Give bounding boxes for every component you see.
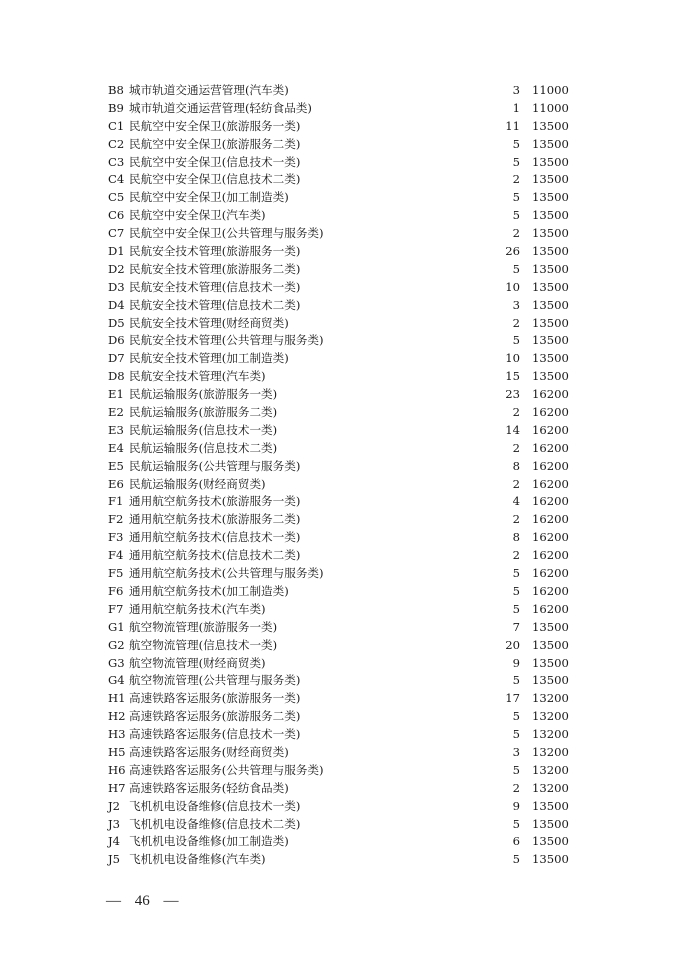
tuition-fee: 16200 [532,405,569,420]
enrollment-count: 10 [505,279,520,294]
enrollment-count: 2 [512,226,520,241]
program-code: F2 [108,512,124,527]
program-name: 民航空中安全保卫(旅游服务一类) [129,118,301,133]
program-code: D8 [108,369,125,384]
enrollment-count: 5 [512,583,520,598]
program-name: 高速铁路客运服务(公共管理与服务类) [129,762,324,777]
list-row [0,547,680,565]
enrollment-count: 17 [505,691,520,706]
enrollment-count: 3 [512,297,520,312]
list-row [0,493,680,511]
tuition-fee: 13500 [532,226,569,241]
list-row [0,207,680,225]
program-code: F5 [108,566,124,581]
program-name: 通用航空航务技术(信息技术一类) [129,530,301,545]
tuition-fee: 13500 [532,297,569,312]
list-row [0,189,680,207]
enrollment-count: 23 [505,387,520,402]
program-code: E3 [108,422,124,437]
program-code: D3 [108,279,125,294]
enrollment-count: 5 [512,762,520,777]
list-row [0,315,680,333]
list-row [0,690,680,708]
enrollment-count: 11 [505,118,520,133]
program-name: 民航运输服务(公共管理与服务类) [129,458,301,473]
enrollment-count: 14 [505,422,520,437]
enrollment-count: 9 [512,798,520,813]
program-code: F1 [108,494,124,509]
enrollment-count: 15 [505,369,520,384]
program-name: 飞机机电设备维修(加工制造类) [129,834,289,849]
list-row [0,708,680,726]
list-row [0,404,680,422]
program-name: 飞机机电设备维修(信息技术二类) [129,816,301,831]
enrollment-count: 2 [512,405,520,420]
tuition-fee: 13500 [532,655,569,670]
program-name: 高速铁路客运服务(信息技术一类) [129,727,301,742]
list-row [0,368,680,386]
program-list [0,82,680,869]
tuition-fee: 11000 [532,100,569,115]
program-name: 民航空中安全保卫(加工制造类) [129,190,289,205]
program-name: 高速铁路客运服务(财经商贸类) [129,744,289,759]
enrollment-count: 5 [512,566,520,581]
program-code: D2 [108,261,125,276]
tuition-fee: 13500 [532,279,569,294]
tuition-fee: 16200 [532,494,569,509]
list-row [0,350,680,368]
enrollment-count: 2 [512,548,520,563]
tuition-fee: 13500 [532,619,569,634]
tuition-fee: 16200 [532,548,569,563]
program-code: E6 [108,476,124,491]
program-name: 飞机机电设备维修(信息技术一类) [129,798,301,813]
enrollment-count: 5 [512,673,520,688]
list-row [0,816,680,834]
tuition-fee: 16200 [532,583,569,598]
enrollment-count: 8 [512,458,520,473]
tuition-fee: 13500 [532,208,569,223]
list-row [0,82,680,100]
program-name: 民航安全技术管理(信息技术二类) [129,297,301,312]
program-code: J4 [108,834,121,849]
program-name: 民航运输服务(信息技术一类) [129,422,278,437]
program-code: H2 [108,709,126,724]
program-code: H3 [108,727,126,742]
program-name: 民航运输服务(旅游服务二类) [129,405,278,420]
list-row [0,171,680,189]
tuition-fee: 11000 [532,83,569,97]
enrollment-count: 10 [505,351,520,366]
tuition-fee: 13200 [532,709,569,724]
program-name: 航空物流管理(信息技术一类) [129,637,278,652]
tuition-fee: 16200 [532,601,569,616]
enrollment-count: 26 [505,244,520,259]
enrollment-count: 2 [512,512,520,527]
program-name: 高速铁路客运服务(轻纺食品类) [129,780,289,795]
program-code: F6 [108,583,124,598]
tuition-fee: 13500 [532,351,569,366]
tuition-fee: 13500 [532,798,569,813]
list-row [0,440,680,458]
program-code: G4 [108,673,125,688]
list-row [0,798,680,816]
program-code: F7 [108,601,124,616]
tuition-fee: 13200 [532,780,569,795]
list-row [0,243,680,261]
list-row [0,565,680,583]
tuition-fee: 13500 [532,834,569,849]
program-code: H1 [108,691,126,706]
tuition-fee: 13500 [532,154,569,169]
enrollment-count: 2 [512,476,520,491]
enrollment-count: 2 [512,780,520,795]
program-name: 民航空中安全保卫(旅游服务二类) [129,136,301,151]
program-code: H6 [108,762,126,777]
tuition-fee: 13500 [532,118,569,133]
enrollment-count: 5 [512,816,520,831]
program-name: 民航安全技术管理(加工制造类) [129,351,289,366]
enrollment-count: 5 [512,208,520,223]
program-name: 民航安全技术管理(信息技术一类) [129,279,301,294]
program-code: D1 [108,244,125,259]
program-code: E1 [108,387,124,402]
list-row [0,655,680,673]
list-row [0,476,680,494]
enrollment-count: 8 [512,530,520,545]
program-name: 民航安全技术管理(汽车类) [129,369,266,384]
tuition-fee: 13200 [532,691,569,706]
enrollment-count: 5 [512,136,520,151]
tuition-fee: 16200 [532,440,569,455]
program-name: 民航运输服务(财经商贸类) [129,476,266,491]
list-row [0,601,680,619]
list-row [0,386,680,404]
tuition-fee: 13500 [532,369,569,384]
enrollment-count: 5 [512,154,520,169]
list-row [0,672,680,690]
list-row [0,637,680,655]
program-name: 航空物流管理(财经商贸类) [129,655,266,670]
tuition-fee: 13500 [532,244,569,259]
program-code: J5 [108,852,121,867]
program-code: C2 [108,136,125,151]
tuition-fee: 13200 [532,727,569,742]
list-row [0,619,680,637]
program-code: C5 [108,190,125,205]
list-row [0,458,680,476]
program-name: 民航安全技术管理(公共管理与服务类) [129,333,324,348]
tuition-fee: 16200 [532,422,569,437]
program-code: F3 [108,530,124,545]
enrollment-count: 5 [512,261,520,276]
enrollment-count: 2 [512,315,520,330]
program-name: 民航安全技术管理(财经商贸类) [129,315,289,330]
list-row [0,332,680,350]
enrollment-count: 3 [512,83,520,97]
program-code: E4 [108,440,124,455]
enrollment-count: 1 [512,100,520,115]
program-name: 高速铁路客运服务(旅游服务一类) [129,691,301,706]
tuition-fee: 13500 [532,333,569,348]
program-code: J3 [108,816,121,831]
page-number: 46 [134,893,150,909]
enrollment-count: 20 [505,637,520,652]
program-code: C1 [108,118,125,133]
enrollment-count: 5 [512,709,520,724]
list-row [0,225,680,243]
program-code: G3 [108,655,125,670]
tuition-fee: 16200 [532,530,569,545]
program-name: 民航空中安全保卫(信息技术一类) [129,154,301,169]
program-name: 民航运输服务(旅游服务一类) [129,387,278,402]
program-code: C3 [108,154,125,169]
tuition-fee: 13500 [532,852,569,867]
enrollment-count: 5 [512,601,520,616]
program-code: H7 [108,780,126,795]
program-name: 城市轨道交通运营管理(轻纺食品类) [129,100,312,115]
enrollment-count: 5 [512,333,520,348]
list-row [0,279,680,297]
tuition-fee: 16200 [532,458,569,473]
program-name: 高速铁路客运服务(旅游服务二类) [129,709,301,724]
program-name: 通用航空航务技术(加工制造类) [129,583,289,598]
footer-dash-left: — [106,893,121,909]
tuition-fee: 13500 [532,172,569,187]
program-code: B9 [108,100,124,115]
enrollment-count: 5 [512,727,520,742]
program-name: 航空物流管理(公共管理与服务类) [129,673,301,688]
list-row [0,422,680,440]
enrollment-count: 5 [512,852,520,867]
program-name: 民航空中安全保卫(公共管理与服务类) [129,226,324,241]
program-name: 通用航空航务技术(公共管理与服务类) [129,566,324,581]
list-row [0,726,680,744]
program-code: B8 [108,83,124,97]
tuition-fee: 13500 [532,673,569,688]
list-row [0,100,680,118]
list-row [0,833,680,851]
tuition-fee: 13500 [532,136,569,151]
list-row [0,529,680,547]
list-row [0,118,680,136]
program-code: D5 [108,315,125,330]
program-name: 民航运输服务(信息技术二类) [129,440,278,455]
program-name: 民航安全技术管理(旅游服务一类) [129,244,301,259]
tuition-fee: 16200 [532,512,569,527]
tuition-fee: 13500 [532,190,569,205]
tuition-fee: 13200 [532,762,569,777]
list-row [0,762,680,780]
program-code: D4 [108,297,125,312]
tuition-fee: 16200 [532,476,569,491]
list-row [0,583,680,601]
enrollment-count: 2 [512,172,520,187]
enrollment-count: 4 [512,494,520,509]
list-row [0,851,680,869]
tuition-fee: 13500 [532,637,569,652]
tuition-fee: 13500 [532,816,569,831]
program-name: 通用航空航务技术(汽车类) [129,601,266,616]
enrollment-count: 3 [512,744,520,759]
program-code: G2 [108,637,125,652]
enrollment-count: 9 [512,655,520,670]
list-row [0,261,680,279]
program-name: 飞机机电设备维修(汽车类) [129,852,266,867]
program-code: C7 [108,226,125,241]
enrollment-count: 6 [512,834,520,849]
footer-dash-right: — [163,893,179,909]
list-row [0,136,680,154]
program-code: E2 [108,405,124,420]
program-name: 城市轨道交通运营管理(汽车类) [129,83,289,97]
program-name: 民航空中安全保卫(信息技术二类) [129,172,301,187]
program-code: F4 [108,548,124,563]
program-code: D6 [108,333,125,348]
tuition-fee: 13200 [532,744,569,759]
list-row [0,780,680,798]
enrollment-count: 7 [512,619,520,634]
enrollment-count: 5 [512,190,520,205]
list-row [0,154,680,172]
tuition-fee: 16200 [532,566,569,581]
program-name: 通用航空航务技术(旅游服务二类) [129,512,301,527]
program-name: 民航空中安全保卫(汽车类) [129,208,266,223]
list-row [0,511,680,529]
program-code: H5 [108,744,126,759]
program-code: J2 [108,798,121,813]
tuition-fee: 13500 [532,315,569,330]
list-row [0,744,680,762]
program-name: 通用航空航务技术(旅游服务一类) [129,494,301,509]
enrollment-count: 2 [512,440,520,455]
list-row [0,297,680,315]
program-code: E5 [108,458,124,473]
tuition-fee: 16200 [532,387,569,402]
page-footer [106,893,179,910]
program-code: C6 [108,208,125,223]
program-code: C4 [108,172,125,187]
tuition-fee: 13500 [532,261,569,276]
program-name: 民航安全技术管理(旅游服务二类) [129,261,301,276]
program-name: 航空物流管理(旅游服务一类) [129,619,278,634]
program-code: D7 [108,351,125,366]
program-code: G1 [108,619,125,634]
program-name: 通用航空航务技术(信息技术二类) [129,548,301,563]
